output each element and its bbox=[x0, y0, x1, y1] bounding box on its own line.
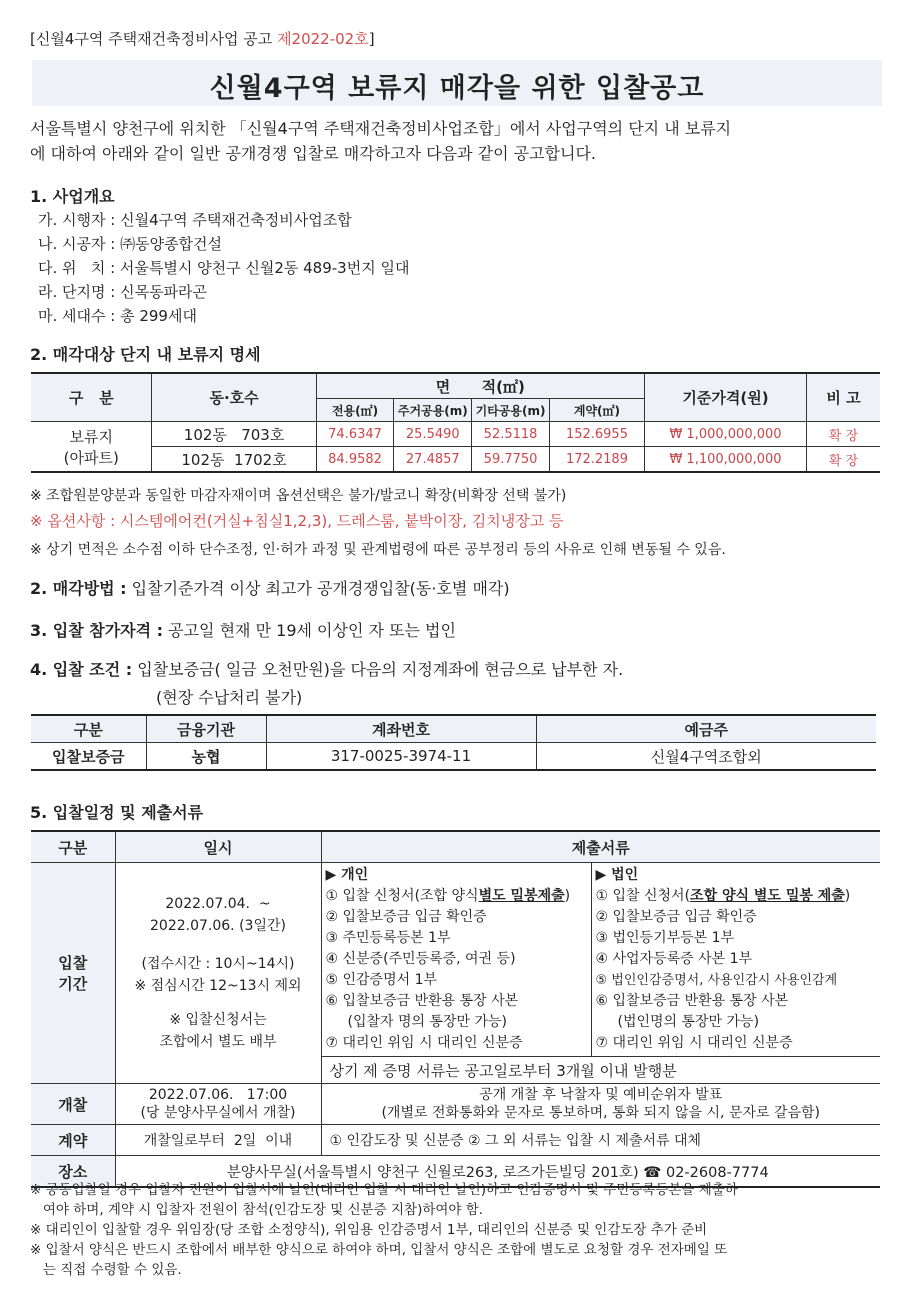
footnote: 는 직접 수령할 수 있음. bbox=[30, 1262, 182, 1278]
account-holder: 신월4구역조합외 bbox=[536, 743, 876, 771]
common-area: 25.5490 bbox=[394, 422, 472, 447]
table-row bbox=[31, 863, 880, 1057]
corporate-head: ▶ 법인 bbox=[595, 867, 639, 883]
overview-item: 라. 단지명 : 신목동파라곤 bbox=[38, 283, 208, 301]
footnote: 여야 하며, 계약 시 입찰자 전원이 참석(인감도장 및 신분증 지참)하여야 함. bbox=[30, 1202, 484, 1218]
deposit-type: 입찰보증금 bbox=[31, 743, 146, 771]
header-remark: 비 고 bbox=[807, 373, 881, 422]
footnote: ※ 대리인이 입찰할 경우 위임장(당 조합 소정양식), 위임용 인감증명서 1부, 대리인의 신분증 및 인감도장 추가 준비 bbox=[30, 1222, 708, 1238]
doc-item: ⑦ 대리인 위임 시 대리인 신분증 bbox=[325, 1035, 523, 1051]
footnote: ※ 입찰서 양식은 반드시 조합에서 배부한 양식으로 하여야 하며, 입찰서 양식은 조합에 별도로 요청할 경우 전자메일 또 bbox=[30, 1242, 728, 1258]
overview-item: 가. 시행자 : 신월4구역 주택재건축정비사업조합 bbox=[38, 211, 352, 229]
exclusive-area: 84.9582 bbox=[316, 447, 394, 473]
period-label-line: 입찰 bbox=[58, 954, 88, 972]
notice-number bbox=[30, 28, 375, 49]
contract-label: 계약 bbox=[31, 1125, 115, 1156]
sale-method-label: 2. 매각방법 : bbox=[30, 579, 127, 598]
eligibility bbox=[30, 618, 456, 641]
doc-item: ① 입찰 신청서(조합 양식별도 밀봉제출) bbox=[325, 888, 571, 904]
reserved-unit-table bbox=[31, 372, 880, 473]
bid-condition-line2: (현장 수납처리 불가) bbox=[156, 688, 303, 707]
opening-label: 개찰 bbox=[31, 1084, 115, 1125]
remark-cell: 확 장 bbox=[807, 422, 881, 447]
notice-code: 제2022-02호 bbox=[277, 30, 369, 48]
section5-heading: 5. 입찰일정 및 제출서류 bbox=[30, 803, 204, 822]
docs-validity-note: 상기 제 증명 서류는 공고일로부터 3개월 이내 발행분 bbox=[321, 1057, 880, 1084]
corporate-docs bbox=[591, 863, 880, 1057]
period-date: 2022.07.06. (3일간) bbox=[150, 918, 286, 934]
overview-item: 마. 세대수 : 총 299세대 bbox=[38, 307, 197, 325]
doc-item: ① 입찰 신청서(조합 양식 별도 밀봉 제출) bbox=[595, 888, 851, 904]
base-price: ₩ 1,000,000,000 bbox=[644, 422, 806, 447]
phone-icon: ☎ bbox=[643, 1164, 662, 1181]
other-area: 52.5118 bbox=[472, 422, 550, 447]
category-line: 보류지 bbox=[69, 427, 113, 446]
doc-item: ③ 법인등기부등본 1부 bbox=[595, 930, 735, 946]
bank-name: 농협 bbox=[146, 743, 266, 771]
period-lunch: ※ 점심시간 12~13시 제외 bbox=[134, 978, 302, 994]
contract-desc: ① 인감도장 및 신분증 ② 그 외 서류는 입찰 시 제출서류 대체 bbox=[321, 1125, 880, 1156]
section1-heading: 1. 사업개요 bbox=[30, 187, 115, 206]
doc-item: ⑥ 입찰보증금 반환용 통장 사본 bbox=[595, 993, 789, 1009]
schedule-header: 일시 bbox=[115, 831, 321, 863]
area-note: ※ 상기 면적은 소수점 이하 단수조정, 인·허가 과정 및 관계법령에 따른 공부정리 등의 사유로 인해 변동될 수 있음. bbox=[30, 542, 726, 558]
account-header: 계좌번호 bbox=[266, 715, 536, 743]
notice-prefix: [신월4구역 주택재건축정비사업 공고 bbox=[30, 30, 278, 48]
subheader-exclusive: 전용(㎡) bbox=[316, 399, 394, 422]
header-unit: 동·호수 bbox=[152, 373, 316, 422]
subheader-contract: 계약(㎡) bbox=[549, 399, 644, 422]
doc-item: ⑥ 입찰보증금 반환용 통장 사본 bbox=[325, 993, 519, 1009]
opening-desc-cell bbox=[321, 1084, 880, 1125]
opening-date-cell bbox=[115, 1084, 321, 1125]
contract-area: 172.2189 bbox=[549, 447, 644, 473]
contract-area: 152.6955 bbox=[549, 422, 644, 447]
period-note: 조합에서 별도 배부 bbox=[159, 1034, 277, 1050]
option-detail-note: ※ 옵션사항 : 시스템에어컨(거실+침실1,2,3), 드레스룸, 붙박이장, 김치냉장고 등 bbox=[30, 512, 564, 530]
account-header: 예금주 bbox=[536, 715, 876, 743]
contract-date: 개찰일로부터 2일 이내 bbox=[115, 1125, 321, 1156]
period-note: ※ 입찰신청서는 bbox=[169, 1012, 267, 1028]
doc-item: ④ 신분증(주민등록증, 여권 등) bbox=[325, 951, 516, 967]
opening-place: (당 분양사무실에서 개찰) bbox=[140, 1105, 296, 1121]
project-overview-list bbox=[38, 208, 409, 328]
exclusive-area: 74.6347 bbox=[316, 422, 394, 447]
overview-item: 나. 시공자 : ㈜동양종합건설 bbox=[38, 235, 223, 253]
doc-item: (법인명의 통장만 가능) bbox=[617, 1014, 760, 1030]
doc-item: ⑤ 인감증명서 1부 bbox=[325, 972, 438, 988]
period-label bbox=[31, 863, 115, 1084]
footnotes bbox=[30, 1180, 880, 1280]
account-table bbox=[31, 714, 876, 771]
common-area: 27.4857 bbox=[394, 447, 472, 473]
schedule-header: 구분 bbox=[31, 831, 115, 863]
opening-date: 2022.07.06. 17:00 bbox=[148, 1087, 288, 1103]
category-line: (아파트) bbox=[63, 448, 119, 467]
eligibility-text: 공고일 현재 만 19세 이상인 자 또는 법인 bbox=[163, 621, 456, 640]
subheader-common: 주거공용(m) bbox=[394, 399, 472, 422]
doc-item: ③ 주민등록등본 1부 bbox=[325, 930, 451, 946]
place-phone: 02-2608-7774 bbox=[665, 1164, 769, 1181]
account-header: 구분 bbox=[31, 715, 146, 743]
unit-cell: 102동 703호 bbox=[152, 422, 316, 447]
page-title: 신월4구역 보류지 매각을 위한 입찰공고 bbox=[209, 73, 705, 104]
account-number: 317-0025-3974-11 bbox=[266, 743, 536, 771]
sale-method-text: 입찰기준가격 이상 최고가 공개경쟁입찰(동·호별 매각) bbox=[126, 579, 510, 598]
table-row bbox=[31, 422, 880, 447]
schedule-table bbox=[31, 830, 880, 1188]
table-row bbox=[31, 1084, 880, 1125]
table-row bbox=[31, 1125, 880, 1156]
intro-line: 에 대하여 아래와 같이 일반 공개경쟁 입찰로 매각하고자 다음과 같이 공고합니다. bbox=[30, 144, 596, 163]
table-row bbox=[31, 743, 876, 771]
doc-item: ② 입찰보증금 입금 확인증 bbox=[325, 909, 487, 925]
subheader-other: 기타공용(m) bbox=[472, 399, 550, 422]
place-desc: 분양사무실(서울특별시 양천구 신월로263, 로즈가든빌딩 201호) bbox=[226, 1164, 639, 1181]
other-area: 59.7750 bbox=[472, 447, 550, 473]
individual-docs bbox=[321, 863, 591, 1057]
doc-item: ⑦ 대리인 위임 시 대리인 신분증 bbox=[595, 1035, 793, 1051]
table-row bbox=[31, 447, 880, 473]
doc-item: ② 입찰보증금 입금 확인증 bbox=[595, 909, 757, 925]
bid-condition bbox=[30, 657, 623, 680]
notice-suffix: ] bbox=[368, 30, 375, 48]
doc-item: (입찰자 명의 통장만 가능) bbox=[347, 1014, 508, 1030]
place-label: 장소 bbox=[31, 1156, 115, 1188]
schedule-header: 제출서류 bbox=[321, 831, 880, 863]
sale-method bbox=[30, 576, 510, 599]
opening-desc: (개별로 전화통화와 문자로 통보하며, 통화 되지 않을 시, 문자로 갈음함) bbox=[381, 1105, 821, 1121]
header-price: 기준가격(원) bbox=[644, 373, 806, 422]
unit-cell: 102동 1702호 bbox=[152, 447, 316, 473]
period-date: 2022.07.04. ~ bbox=[165, 896, 271, 912]
header-area: 면 적(㎡) bbox=[316, 373, 644, 399]
overview-item: 다. 위 치 : 서울특별시 양천구 신월2동 489-3번지 일대 bbox=[38, 259, 410, 277]
opening-desc: 공개 개찰 후 낙찰자 및 예비순위자 발표 bbox=[479, 1087, 723, 1103]
category-cell bbox=[31, 422, 152, 473]
eligibility-label: 3. 입찰 참가자격 : bbox=[30, 621, 164, 640]
period-time: (접수시간 : 10시~14시) bbox=[141, 956, 295, 972]
option-note: ※ 조합원분양분과 동일한 마감자재이며 옵션선택은 불가/발코니 확장(비확장 선택 불가) bbox=[30, 488, 567, 504]
intro-line: 서울특별시 양천구에 위치한 「신월4구역 주택재건축정비사업조합」에서 사업구역의 단지 내 보류지 bbox=[30, 119, 732, 138]
doc-item: ④ 사업자등록증 사본 1부 bbox=[595, 951, 753, 967]
doc-item: ⑤ 법인인감증명서, 사용인감시 사용인감계 bbox=[595, 973, 838, 988]
period-date-cell bbox=[115, 863, 321, 1084]
bid-condition-text: 입찰보증금( 일금 오천만원)을 다음의 지정계좌에 현금으로 납부한 자. bbox=[132, 660, 624, 679]
remark-cell: 확 장 bbox=[807, 447, 881, 473]
intro-paragraph bbox=[30, 116, 885, 166]
individual-head: ▶ 개인 bbox=[325, 867, 369, 883]
section2-heading: 2. 매각대상 단지 내 보류지 명세 bbox=[30, 345, 261, 364]
period-label-line: 기간 bbox=[58, 975, 88, 993]
footnote: ※ 공동입찰일 경우 입찰자 전원이 입찰서에 날인(대리인 입찰 시 대리인 날인)하고 인감증명서 및 주민등록등본을 제출하 bbox=[30, 1182, 738, 1198]
bid-condition-label: 4. 입찰 조건 : bbox=[30, 660, 133, 679]
account-header: 금융기관 bbox=[146, 715, 266, 743]
base-price: ₩ 1,100,000,000 bbox=[644, 447, 806, 473]
header-category: 구 분 bbox=[31, 373, 152, 422]
